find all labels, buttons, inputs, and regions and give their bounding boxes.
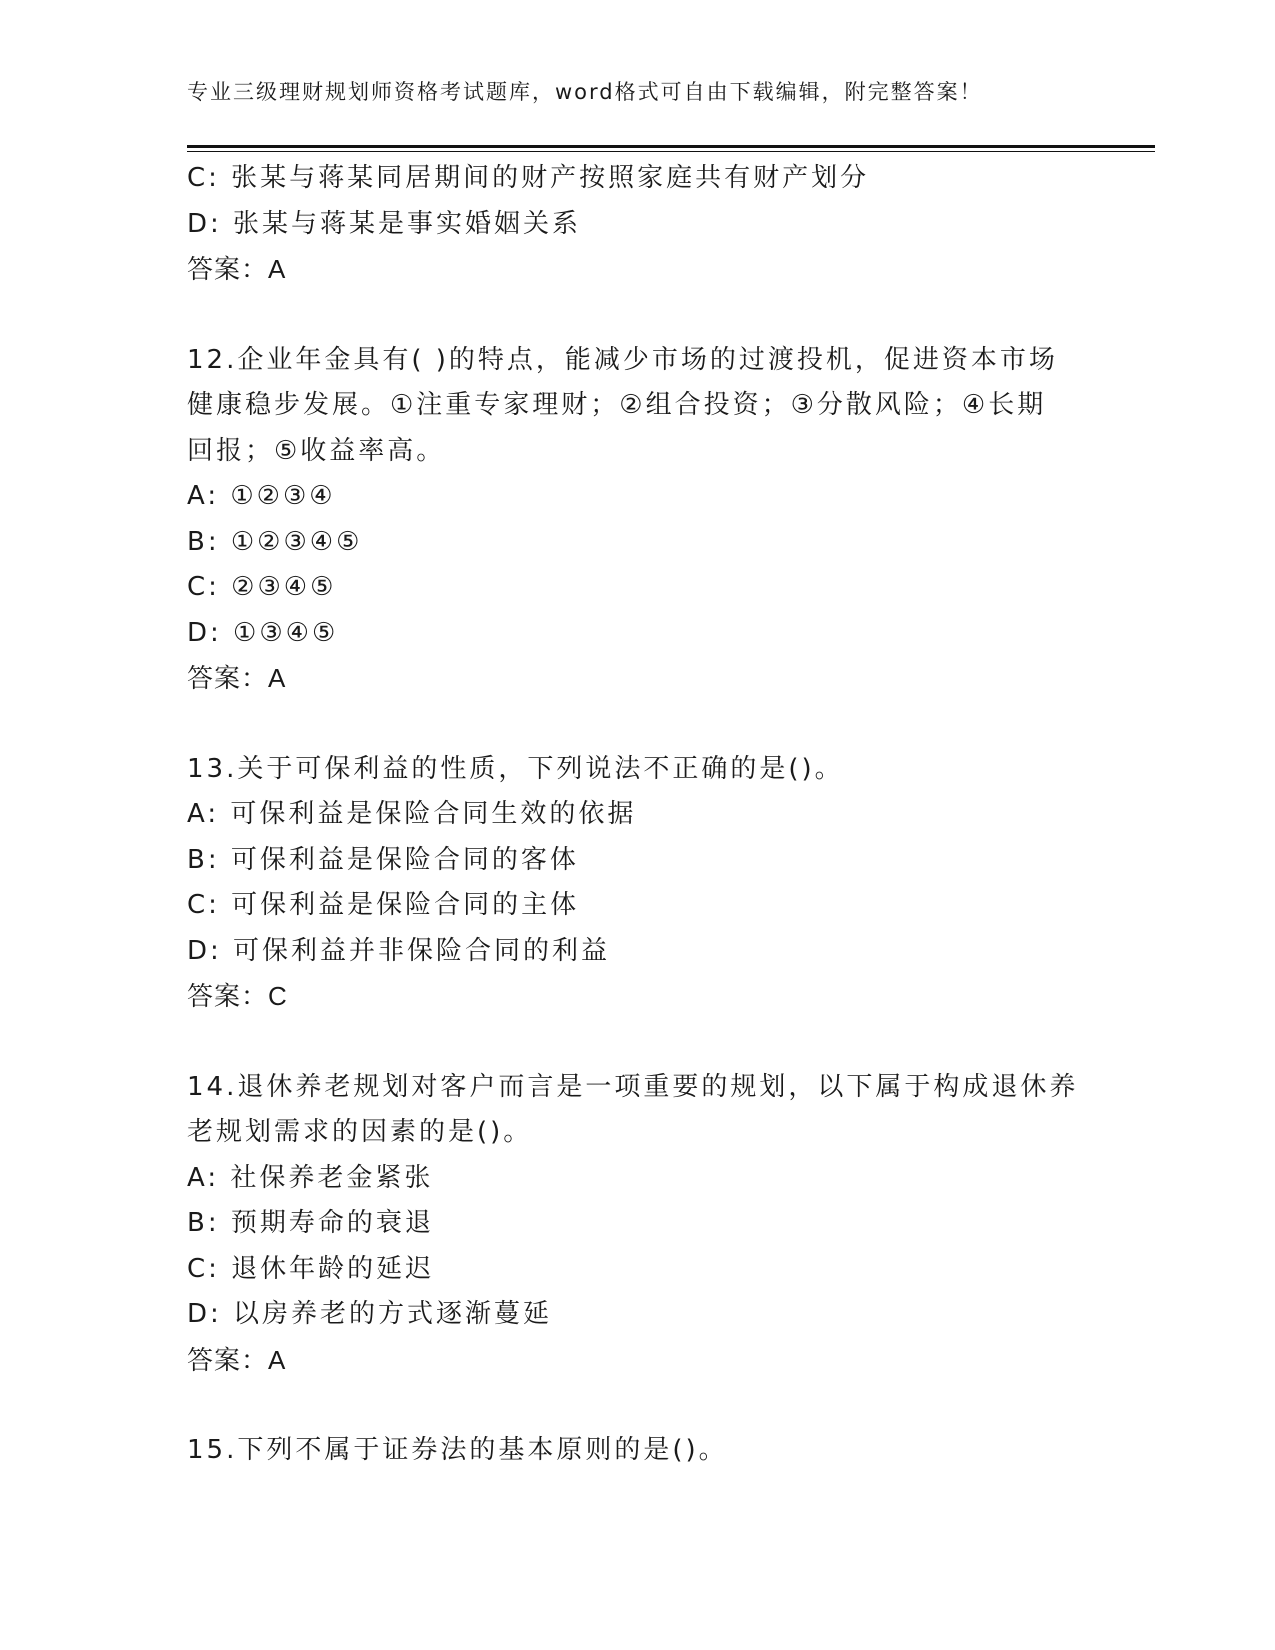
option-c: C: ②③④⑤: [187, 572, 337, 602]
option-a: A: 社保养老金紧张: [187, 1162, 434, 1193]
question-13: [187, 747, 1087, 1020]
option-d: D: 张某与蒋某是事实婚姻关系: [187, 208, 582, 239]
header-rule-thick: [187, 145, 1155, 148]
option-d: D: ①③④⑤: [187, 617, 339, 648]
question-14: [187, 1065, 1087, 1384]
option-a: A: 可保利益是保险合同生效的依据: [187, 799, 637, 829]
option-d: D: 以房养老的方式逐渐蔓延: [187, 1299, 553, 1329]
question-text-line: 12.企业年金具有( )的特点，能减少市场的过渡投机，促进资本市场: [187, 344, 1058, 375]
header-rule-thin: [187, 151, 1155, 152]
option-a: A: ①②③④: [187, 481, 336, 511]
option-b: B: 可保利益是保险合同的客体: [187, 844, 579, 875]
question-text-line: 健康稳步发展。①注重专家理财；②组合投资；③分散风险；④长期: [187, 390, 1047, 420]
spacer: [187, 702, 1087, 747]
answer: 答案：A: [187, 663, 287, 693]
spacer: [187, 293, 1087, 338]
question-text-line: 14.退休养老规划对客户而言是一项重要的规划，以下属于构成退休养: [187, 1071, 1079, 1102]
question-11-continued: [187, 156, 1087, 293]
question-text-line: 回报；⑤收益率高。: [187, 435, 446, 466]
answer: 答案：A: [187, 1344, 287, 1375]
question-text-line: 老规划需求的因素的是()。: [187, 1117, 533, 1147]
spacer: [187, 1383, 1087, 1428]
question-15: [187, 1428, 1087, 1474]
page-header: 专业三级理财规划师资格考试题库，word格式可自由下载编辑，附完整答案！: [187, 80, 983, 104]
answer: 答案：C: [187, 981, 288, 1011]
question-text-line: 15.下列不属于证券法的基本原则的是()。: [187, 1435, 728, 1465]
spacer: [187, 1020, 1087, 1065]
option-c: C: 可保利益是保险合同的主体: [187, 890, 580, 920]
question-text-line: 13.关于可保利益的性质，下列说法不正确的是()。: [187, 753, 844, 784]
option-b: B: 预期寿命的衰退: [187, 1208, 434, 1238]
question-content: [187, 156, 1087, 1474]
option-c: C: 退休年龄的延迟: [187, 1253, 435, 1284]
question-12: [187, 338, 1087, 702]
option-c: C: 张某与蒋某同居期间的财产按照家庭共有财产划分: [187, 163, 870, 193]
answer: 答案：A: [187, 254, 287, 284]
option-d: D: 可保利益并非保险合同的利益: [187, 935, 611, 966]
option-b: B: ①②③④⑤: [187, 526, 363, 557]
